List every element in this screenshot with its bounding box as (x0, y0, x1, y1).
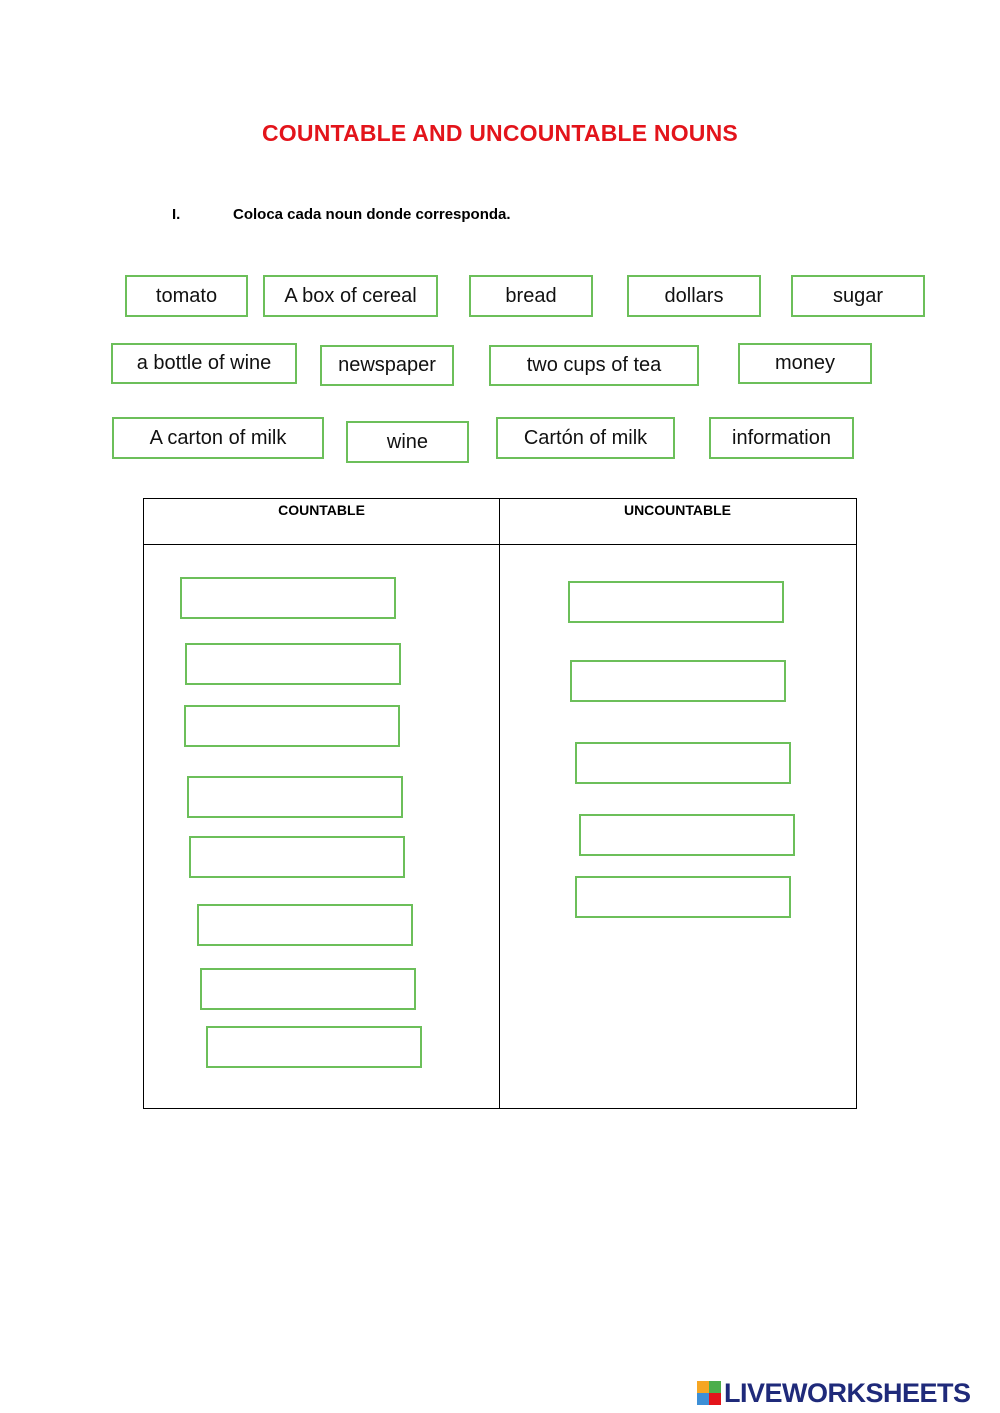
countable-drop-slot-5[interactable] (189, 836, 405, 878)
countable-drop-slot-3[interactable] (184, 705, 400, 747)
countable-drop-slot-7[interactable] (200, 968, 416, 1010)
word-chip-dollars[interactable]: dollars (627, 275, 761, 317)
uncountable-drop-slot-5[interactable] (575, 876, 791, 918)
uncountable-header: UNCOUNTABLE (623, 502, 732, 518)
liveworksheets-logo (697, 1377, 971, 1409)
instruction-text: Coloca cada noun donde corresponda. (233, 206, 511, 223)
liveworksheets-icon (697, 1381, 721, 1405)
countable-drop-slot-4[interactable] (187, 776, 403, 818)
sorting-table (143, 498, 857, 1109)
word-chip-carton-of-milk[interactable]: A carton of milk (112, 417, 324, 459)
uncountable-drop-slot-3[interactable] (575, 742, 791, 784)
instruction-number: I. (172, 206, 181, 223)
word-chip-bread[interactable]: bread (469, 275, 593, 317)
word-chip-bottle-of-wine[interactable]: a bottle of wine (111, 343, 297, 384)
uncountable-drop-slot-2[interactable] (570, 660, 786, 702)
word-chip-two-cups-of-tea[interactable]: two cups of tea (489, 345, 699, 386)
countable-drop-slot-8[interactable] (206, 1026, 422, 1068)
countable-header: COUNTABLE (278, 502, 365, 518)
brand-name: LIVEWORKSHEETS (724, 1377, 971, 1408)
word-chip-information[interactable]: information (709, 417, 854, 459)
countable-drop-slot-6[interactable] (197, 904, 413, 946)
word-chip-tomato[interactable]: tomato (125, 275, 248, 317)
uncountable-drop-slot-4[interactable] (579, 814, 795, 856)
countable-drop-slot-1[interactable] (180, 577, 396, 619)
uncountable-drop-slot-1[interactable] (568, 581, 784, 623)
word-chip-wine[interactable]: wine (346, 421, 469, 463)
header-divider (144, 544, 856, 545)
word-chip-money[interactable]: money (738, 343, 872, 384)
page-title: COUNTABLE AND UNCOUNTABLE NOUNS (262, 120, 738, 146)
word-chip-box-of-cereal[interactable]: A box of cereal (263, 275, 438, 317)
column-divider (499, 499, 500, 1108)
word-chip-newspaper[interactable]: newspaper (320, 345, 454, 386)
countable-drop-slot-2[interactable] (185, 643, 401, 685)
word-chip-carton-of-milk-2[interactable]: Cartón of milk (496, 417, 675, 459)
word-chip-sugar[interactable]: sugar (791, 275, 925, 317)
